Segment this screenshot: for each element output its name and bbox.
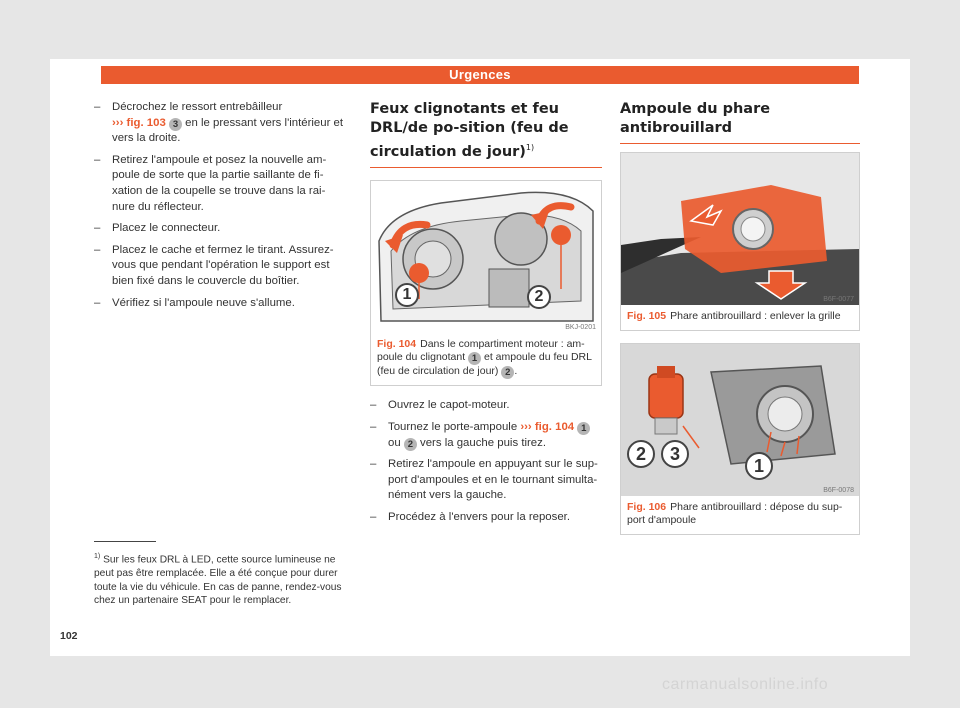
section-title: Ampoule du phare antibrouillard (620, 100, 860, 144)
callout-2: 2 (527, 285, 551, 309)
list-item: – Retirez l'ampoule et posez la nouvelle am-poule de sorte que la partie saillante de fi-xation de la coupelle se trouve dans la rai-nure du réflecteur. (94, 153, 327, 213)
figure-caption: Fig. 105 Phare antibrouillard : enlever la grille (627, 310, 841, 322)
list-item: – Tournez le porte-ampoule ››› fig. 104 1 ou 2 vers la gauche puis tirez. (370, 420, 602, 451)
footnote-divider (94, 541, 156, 542)
list-item: – Vérifiez si l'ampoule neuve s'allume. (94, 296, 295, 309)
figure-104 (370, 180, 602, 387)
figure-link[interactable]: ››› fig. 104 (520, 421, 575, 434)
foglight-grille-photo (621, 153, 859, 305)
figure-code: BKJ-0201 (565, 323, 596, 331)
list-item: – Placez le cache et fermez le tirant. Assurez-vous que pendant l'opération le support est bien fixé dans le couvercle du boîtier. (94, 243, 334, 287)
column-middle (370, 100, 602, 532)
footnote: $^{1)}$ Sur les feux DRL à LED, cette source lumineuse ne peut pas être remplacée. Elle a été conçue pour durer toute la vie du véhicule. En cas de panne, rendez-vous chez un partenaire SEAT pour le remplacer. (94, 553, 342, 607)
figure-link[interactable]: ››› fig. 103 (112, 116, 166, 129)
list-item: – Retirez l'ampoule en appuyant sur le sup-port d'ampoules et en le tournant simulta-nément vers la gauche. (370, 458, 598, 502)
list-item: – Procédez à l'envers pour la reposer. (370, 510, 570, 523)
list-item: – Décrochez le ressort entrebâilleur ››› fig. 103 3 en le pressant vers l'intérieur et vers la droite. (94, 101, 344, 145)
figure-code: B6F-0077 (823, 296, 854, 303)
chapter-title: Urgences (449, 67, 511, 82)
list-item: – Placez le connecteur. (94, 222, 221, 235)
instruction-list (370, 398, 602, 525)
callout-2: 2 (627, 440, 655, 468)
foglight-bulb-drawing (621, 344, 859, 496)
figure-caption: Fig. 104 Dans le compartiment moteur : am-poule du clignotant 1 et ampoule du feu DRL (feu de circulation de jour) 2 . (377, 337, 592, 379)
figure-105 (620, 152, 860, 331)
callout-1: 1 (395, 283, 419, 307)
chapter-header (101, 66, 859, 84)
instruction-list (94, 100, 344, 311)
column-right (620, 100, 860, 535)
callout-3: 3 (661, 440, 689, 468)
watermark: carmanualsonline.info (662, 676, 829, 693)
figure-code: B6F-0078 (823, 486, 854, 494)
figure-caption: Fig. 106 Phare antibrouillard : dépose du sup-port d'ampoule (627, 500, 843, 527)
headlight-illustration (371, 181, 601, 333)
headlight-drawing (371, 181, 601, 333)
foglight-bulb-photo (621, 344, 859, 496)
list-item: – Ouvrez le capot-moteur. (370, 399, 510, 412)
column-left (94, 100, 344, 317)
page-number: 102 (60, 630, 78, 642)
callout-number: 3 (169, 118, 182, 131)
callout-1: 1 (745, 452, 773, 480)
section-title: Feux clignotants et feu DRL/de po-sition (feu de circulation de jour)$^{1)}$ (370, 100, 602, 168)
figure-106 (620, 343, 860, 535)
foglight-grille-drawing (621, 153, 859, 305)
